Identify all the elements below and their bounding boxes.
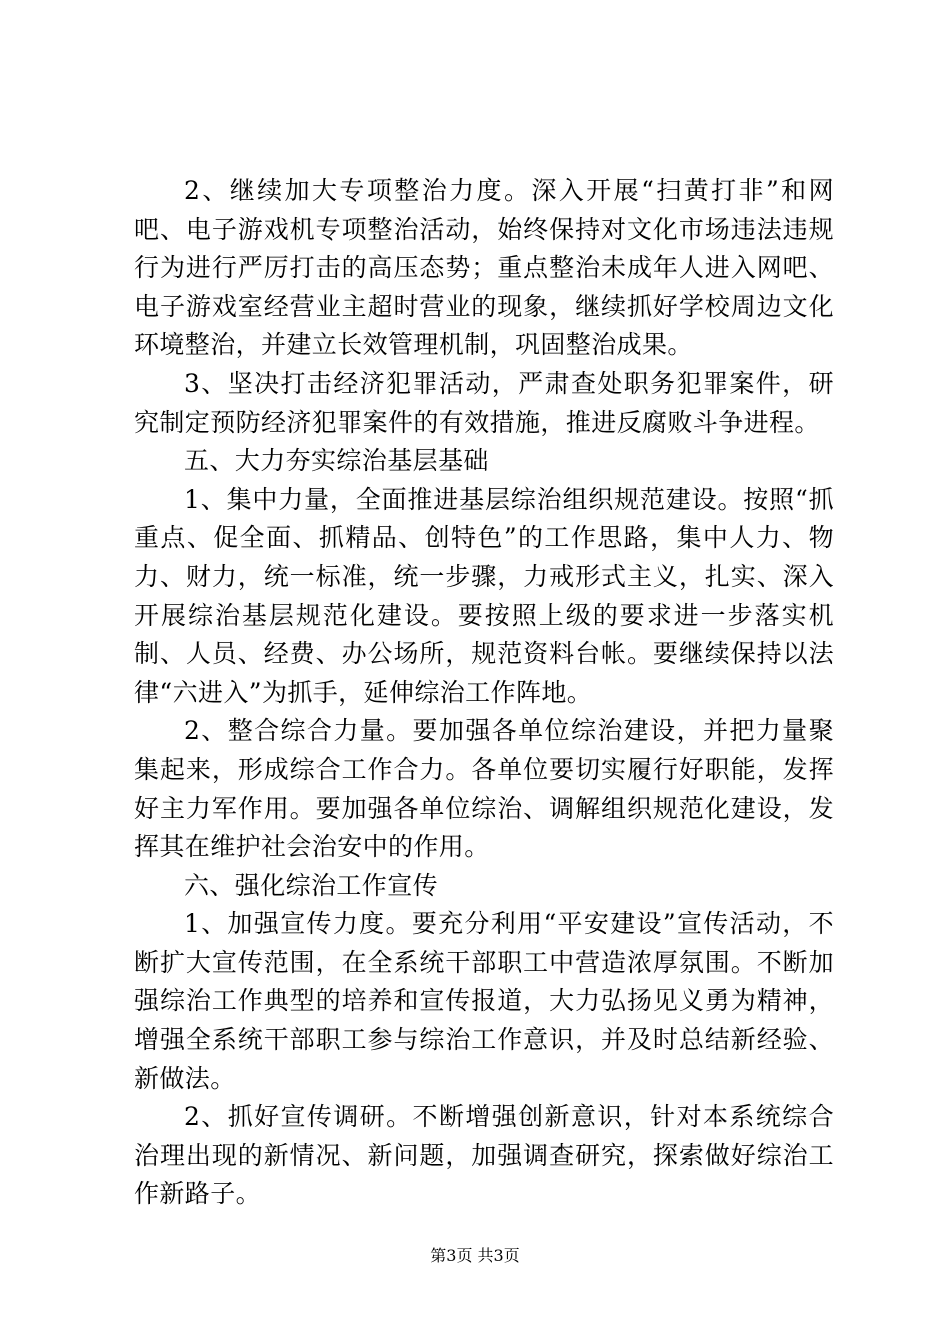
document-body [134, 172, 834, 1214]
paragraph-grassroots-organization: 1、集中力量，全面推进基层综治组织规范建设。按照“抓重点、促全面、抓精品、创特色”的工作思路，集中人力、物力、财力，统一标准，统一步骤，力戒形式主义，扎实、深入开展综治基层规范化建设。要按照上级的要求进一步落实机制、人员、经费、办公场所，规范资料台帐。要继续保持以法律“六进入”为抓手，延伸综治工作阵地。 [134, 484, 834, 707]
section-heading-six: 六、强化综治工作宣传 [184, 870, 439, 900]
paragraph-economic-crime: 3、坚决打击经济犯罪活动，严肃查处职务犯罪案件，研究制定预防经济犯罪案件的有效措施，推进反腐败斗争进程。 [134, 368, 834, 437]
section-heading-five: 五、大力夯实综治基层基础 [184, 446, 489, 476]
page-footer [0, 1246, 950, 1266]
paragraph-publicity-research: 2、抓好宣传调研。不断增强创新意识，针对本系统综合治理出现的新情况、新问题，加强调查研究，探索做好综治工作新路子。 [134, 1102, 834, 1209]
page-number-label: 第3页 共3页 [430, 1246, 520, 1265]
paragraph-special-rectification: 2、继续加大专项整治力度。深入开展“扫黄打非”和网吧、电子游戏机专项整治活动，始终保持对文化市场违法违规行为进行严厉打击的高压态势；重点整治未成年人进入网吧、电子游戏室经营业主超时营业的现象，继续抓好学校周边文化环境整治，并建立长效管理机制，巩固整治成果。 [134, 176, 834, 360]
paragraph-integrate-forces: 2、整合综合力量。要加强各单位综治建设，并把力量聚集起来，形成综合工作合力。各单位要切实履行好职能，发挥好主力军作用。要加强各单位综治、调解组织规范化建设，发挥其在维护社会治安中的作用。 [134, 716, 834, 862]
paragraph-publicity-strength: 1、加强宣传力度。要充分利用“平安建设”宣传活动，不断扩大宣传范围，在全系统干部职工中营造浓厚氛围。不断加强综治工作典型的培养和宣传报道，大力弘扬见义勇为精神，增强全系统干部职工参与综治工作意识，并及时总结新经验、新做法。 [134, 909, 834, 1093]
